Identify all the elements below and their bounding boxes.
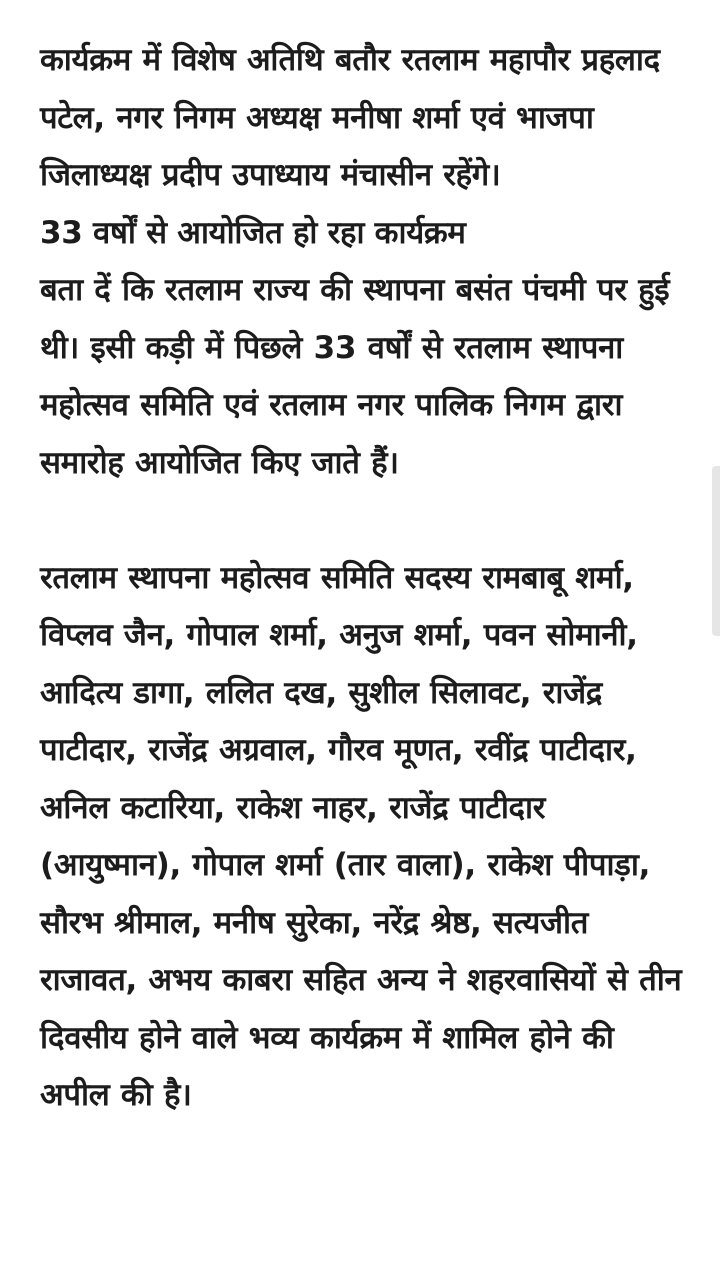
section-subheading: 33 वर्षों से आयोजित हो रहा कार्यक्रम <box>40 214 466 251</box>
paragraph-committee-members: रतलाम स्थापना महोत्सव समिति सदस्य रामबाबू शर्मा, विप्लव जैन, गोपाल शर्मा, अनुज शर्मा, पवन सोमानी, आदित्य डागा, ललित दख, सुशील सिलावट, राजेंद्र पाटीदार, राजेंद्र अग्रवाल, गौरव मूणत, रवींद्र पाटीदार, अनिल कटारिया, राकेश नाहर, राजेंद्र पाटीदार (आयुष्मान), गोपाल शर्मा (तार वाला), राकेश पीपाड़ा, सौरभ श्रीमाल, मनीष सुरेका, नरेंद्र श्रेष्ठ, सत्यजीत राजावत, अभय काबरा सहित अन्य ने शहरवासियों से तीन दिवसीय होने वाले भव्य कार्यक्रम में शामिल होने की अपील की है। <box>40 559 682 1113</box>
paragraph-guests: कार्यक्रम में विशेष अतिथि बतौर रतलाम महापौर प्रहलाद पटेल, नगर निगम अध्यक्ष मनीषा शर्मा एवं भाजपा जिलाध्यक्ष प्रदीप उपाध्याय मंचासीन रहेंगे। <box>40 42 660 193</box>
article-body <box>40 32 688 1125</box>
paragraph-spacer <box>40 492 688 550</box>
paragraph-foundation: बता दें कि रतलाम राज्य की स्थापना बसंत पंचमी पर हुई थी। इसी कड़ी में पिछले 33 वर्षों से रतलाम स्थापना महोत्सव समिति एवं रतलाम नगर पालिक निगम द्वारा समारोह आयोजित किए जाते हैं। <box>40 272 670 481</box>
scrollbar-thumb[interactable] <box>712 466 720 636</box>
